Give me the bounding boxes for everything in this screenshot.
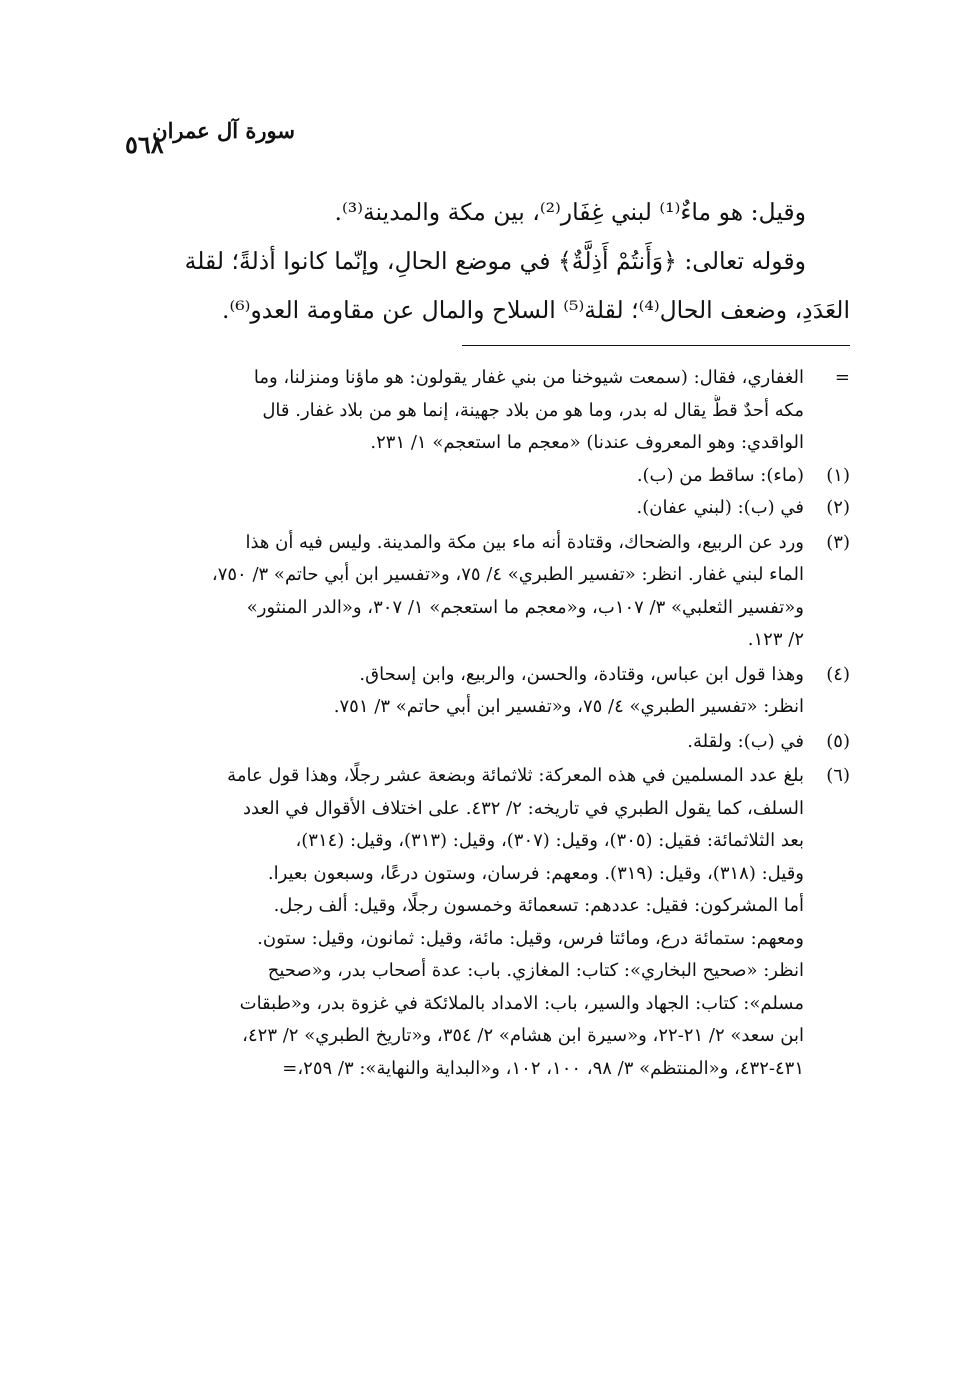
footnote-line: وهذا قول ابن عباس، وقتادة، والحسن، والربيع، وابن إسحاق. xyxy=(359,663,804,685)
footnote-line: ورد عن الربيع، والضحاك، وقتادة أنه ماء بين مكة والمدينة. وليس فيه أن هذا xyxy=(245,531,804,553)
footnote-marker: (١) xyxy=(826,464,850,486)
footnote-1 xyxy=(128,460,850,493)
footnote-line: الماء لبني غفار. انظر: «تفسير الطبري» ٤/ ٧٥، و«تفسير ابن أبي حاتم» ٣/ ٧٥٠، xyxy=(211,564,804,585)
footnote-line: أما المشركون: فقيل: عددهم: تسعمائة وخمسون رجلًا، وقيل: ألف رجل. xyxy=(273,895,804,916)
footnote-line: ٢/ ١٢٣. xyxy=(747,629,804,650)
footnote-line: ٤٣١-٤٣٢، و«المنتظم» ٣/ ٩٨، ١٠٠، ١٠٢، و«البداية والنهاية»: ٣/ ٢٥٩،= xyxy=(282,1057,804,1079)
footnote-line: ومعهم: ستمائة درع، ومائتا فرس، وقيل: مائة، وقيل: ثمانون، وقيل: ستون. xyxy=(257,927,804,949)
footnote-marker: (٣) xyxy=(826,531,850,553)
footnote-line: مسلم»: كتاب: الجهاد والسير، باب: الامداد بالملائكة في غزوة بدر، و«طبقات xyxy=(239,992,804,1014)
footnote-line: الغفاري، فقال: (سمعت شيوخنا من بني غفار يقولون: هو ماؤنا ومنزلنا، وما xyxy=(253,367,804,388)
footnote-separator xyxy=(462,345,850,346)
footnote-line: انظر: «تفسير الطبري» ٤/ ٧٥، و«تفسير ابن أبي حاتم» ٣/ ٧٥١. xyxy=(333,696,804,717)
footnote-marker: (٦) xyxy=(826,765,850,786)
footnote-6 xyxy=(128,760,850,1085)
footnote-3 xyxy=(128,527,850,657)
footnote-line: بعد الثلاثمائة: فقيل: (٣٠٥)، وقيل: (٣٠٧)، وقيل: (٣١٣)، وقيل: (٣١٤)، xyxy=(295,830,804,851)
footnote-line: ابن سعد» ٢/ ٢١-٢٢، و«سيرة ابن هشام» ٢/ ٣٥٤، و«تاريخ الطبري» ٢/ ٤٢٣، xyxy=(242,1025,804,1046)
footnote-line: و«تفسير الثعلبي» ٣/ ١٠٧ب، و«معجم ما استعجم» ١/ ٣٠٧، و«الدر المنثور» xyxy=(246,596,804,618)
main-text-line: وقيل: هو ماءٌ⁽¹⁾ لبني غِفَار⁽²⁾، بين مكة والمدينة⁽³⁾. xyxy=(334,198,806,226)
page-number: ٥٦٨ xyxy=(125,130,164,159)
footnote-line: في (ب): (لبني عفان). xyxy=(636,497,804,518)
footnote-line: السلف، كما يقول الطبري في تاريخه: ٢/ ٤٣٢. على اختلاف الأقوال في العدد xyxy=(242,797,804,819)
footnote-line: بلغ عدد المسلمين في هذه المعركة: ثلاثمائة وبضعة عشر رجلًا، وهذا قول عامة xyxy=(227,765,804,786)
footnote-continued xyxy=(128,362,850,460)
main-text xyxy=(130,188,850,335)
footnote-line: (ماء): ساقط من (ب). xyxy=(636,464,804,486)
footnote-marker: (٥) xyxy=(826,730,850,752)
main-text-line: وقوله تعالى: ﴿وَأَنتُمْ أَذِلَّةٌ﴾ في موضع الحالِ، وإنّما كانوا أذلةً؛ لقلة xyxy=(184,247,806,275)
footnote-line: في (ب): ولقلة. xyxy=(687,730,804,752)
footnote-marker: (٢) xyxy=(826,497,850,518)
footnote-5 xyxy=(128,726,850,759)
footnote-marker: (٤) xyxy=(826,663,850,685)
running-header-surah-title: سورة آل عمران xyxy=(152,118,295,143)
main-text-line: العَدَدِ، وضعف الحال⁽⁴⁾؛ لقلة⁽⁵⁾ السلاح والمال عن مقاومة العدو⁽⁶⁾. xyxy=(221,296,850,324)
footnote-2 xyxy=(128,492,850,525)
footnote-line: مكه أحدٌ قطُّ يقال له بدر، وما هو من بلاد جهينة، إنما هو من بلاد غفار. قال xyxy=(262,399,804,421)
footnote-4 xyxy=(128,659,850,724)
footnote-line: وقيل: (٣١٨)، وقيل: (٣١٩). ومعهم: فرسان، وستون درعًا، وسبعون بعيرا. xyxy=(267,862,804,884)
footnote-line: انظر: «صحيح البخاري»: كتاب: المغازي. باب: عدة أصحاب بدر، و«صحيح xyxy=(267,960,804,981)
footnotes xyxy=(128,362,850,1085)
footnote-line: الواقدي: وهو المعروف عندنا) «معجم ما استعجم» ١/ ٢٣١. xyxy=(370,432,804,453)
footnote-marker: = xyxy=(834,367,850,388)
